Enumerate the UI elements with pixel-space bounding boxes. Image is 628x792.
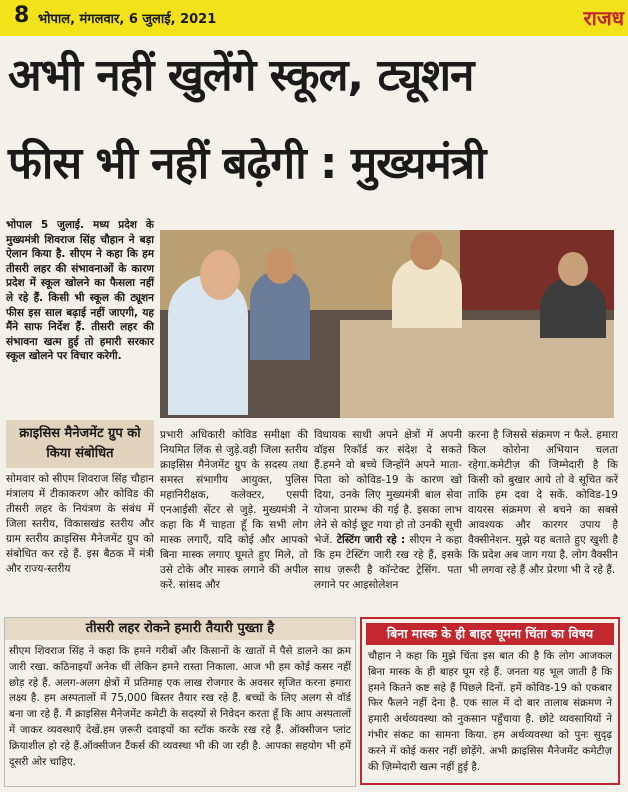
mask-box-title: बिना मास्क के ही बाहर घूमना चिंता का विषय <box>366 623 614 645</box>
testing-subhead: टेस्टिंग जारी रहे : <box>336 534 406 546</box>
dateline: भोपाल, मंगलवार, 6 जुलाई, 2021 <box>38 12 217 27</box>
mask-box-body: चौहान ने कहा कि मुझे चिंता इस बात की है कि लोग आजकल बिना मास्क के ही बाहर घूम रहे हैं. जनता यह भूल जाती है कि हमने कितने कष्ट सहे हैं पिछले दिनों. हमें कोविड-19 को एकबार फिर फैलने नहीं देना है. एक साल में दो बार तालाब संक्रमण ने हमारी अर्थव्यवस्था को नुकसान पहुँचाया है. छोटे व्यवसायियों ने गंभीर संकट का सामना किया. हम अर्थव्यवस्था को पुनः सुदृढ़ करने में कोई कसर नहीं छोड़ेंगे. अभी क्राइसिस मैनेजमेंट कमेटीज़ की ज़िम्मेदारी खत्म नहीं हुई है. <box>368 650 612 773</box>
column-3-text: विधायक साथी अपने क्षेत्रों में अपनी वॉइस रिकॉर्ड कर संदेश दे सकते हैं.हमने वो बच्चे जिन्होंने अपने माता-पिता को कोविड-19 के कारण खो दिया, उनके लिए मुख्यमंत्री बाल सेवा योजना प्रारम्भ की गई है. इसका लाभ लेने से कोई छूट गया हो तो उनकी सूची भेजें. <box>314 429 462 546</box>
masthead-bar <box>0 0 628 36</box>
section-name: राजध <box>583 6 624 30</box>
person-figure <box>168 275 248 415</box>
crisis-group-subhead-box <box>6 420 154 468</box>
headline-line-2: फीस भी नहीं बढ़ेगी : मुख्यमंत्री <box>8 138 486 189</box>
third-wave-body: सीएम शिवराज सिंह ने कहा कि हमने गरीबों और किसानों के खातों में पैसे डालने का क्रम जारी रखा. कठिनाइयाँ अनेक थीं लेकिन हमने रास्ता निकाला. आज भी हम कोई कसर नहीं छोड़ रहे हैं. अलग-अलग क्षेत्रों में प्रतिमाह एक लाख रोजगार के अवसर सृजित करना हमारा लक्ष्य है. हम अस्पतालों में 75,000 बिस्तर तैयार रख रहे हैं. बच्चों के लिए अलग से वॉर्ड बना जा रहे हैं. मैं क्राइसिस मैनेजमेंट कमेटी के सदस्यों से निवेदन करता हूँ कि आप अस्पतालों में जाकर व्यवस्थाएँ देखें.हम ज़रूरी दवाइयों का स्टॉक करके रख रहे हैं. ऑक्सीजन प्लांट क्रियाशील हो रहे हैं.ऑक्सीजन टैंकर्स की व्यवस्था भी की जा रही है. आपका सहयोग भी हमें दूसरी ओर चाहिए. <box>9 645 351 768</box>
person-head <box>558 252 588 286</box>
person-head <box>410 232 442 270</box>
article-column-2: प्रभारी अधिकारी कोविड समीक्षा की नियमित लिंक से जुड़े.वही जिला स्तरीय क्राइसिस मैनेजमेंट ग्रुप के सदस्य तथा समस्त संभागीय आयुक्त, पुलिस महानिरीक्षक, कलेक्टर, एसपी एनआईसी सेंटर से जुड़े. मुख्यमंत्री ने कहा कि मैं चाहता हूँ कि सभी लोग मास्क लगाएँ, यदि कोई और आपको बिना मास्क लगाए घूमते हुए मिले, तो उसे टोके और मास्क लगाने की अपील करें. सांसद और <box>160 429 308 591</box>
person-head <box>200 250 240 300</box>
column-3-text-continued: सीएम ने कहा कि हम टेस्टिंग जारी रख रहे हैं, इसके साथ ज़रूरी है कॉन्टेक्ट ट्रेसिंग. पता लगाने पर आइसोलेशन <box>314 534 463 591</box>
article-column-1: सोमवार को सीएम शिवराज सिंह चौहान मंत्रालय में टीकाकरण और कोविड की तीसरी लहर के नियंत्रण के संबंध में जिला स्तरीय, विकासखंड स्तरीय और ग्राम स्तरीय क्राइसिस मैनेजमेंट ग्रुप को संबोधित कर रहे हैं. इस बैठक में मंत्री और राज्य-स्तरीय <box>6 473 154 575</box>
mask-box <box>360 617 620 785</box>
page-number: 8 <box>14 3 30 28</box>
intro-paragraph: भोपाल 5 जुलाई. मध्य प्रदेश के मुख्यमंत्री शिवराज सिंह चौहान ने बड़ा ऐलान किया है. सीएम ने कहा कि हम तीसरी लहर की संभावनाओं के कारण प्रदेश में स्कूल खोलने का फैसला नहीं ले रहे हैं. किसी भी स्कूल की ट्यूशन फीस इस साल बढ़ाई नहीं जाएगी, यह मैंने साफ निर्देश हैं. तीसरी लहर की संभावना खत्म हुई तो हमारी सरकार स्कूल खोलने पर विचार करेगी. <box>6 219 154 363</box>
meeting-photo <box>160 230 614 418</box>
person-head <box>265 248 295 284</box>
headline-line-1: अभी नहीं खुलेंगे स्कूल, ट्यूशन <box>8 50 474 101</box>
person-figure <box>540 278 606 338</box>
article-column-3 <box>314 428 462 593</box>
crisis-group-subhead: क्राइसिस मैनेजमेंट ग्रुप को किया संबोधित <box>19 426 141 461</box>
third-wave-box <box>4 617 356 787</box>
third-wave-title: तीसरी लहर रोकने हमारी तैयारी पुख्ता है <box>5 618 355 640</box>
article-column-4: करना है जिससे संक्रमण न फैले. हमारा किल कोरोना अभियान चलता रहेगा.कमेटीज़ की जिम्मेदारी है कि किसी को बुखार आये तो वे सूचित करें ताकि हम दवा दे सकें. कोविड-19 वायरस संक्रमण से बचने का सबसे आवश्यक और कारगर उपाय है वैक्सीनेशन. मुझे यह बताते हुए खुशी है कि प्रदेश अब जाग गया है. लोग वैक्सीन भी लगवा रहे हैं और प्रेरणा भी दे रहे हैं. <box>468 429 618 576</box>
